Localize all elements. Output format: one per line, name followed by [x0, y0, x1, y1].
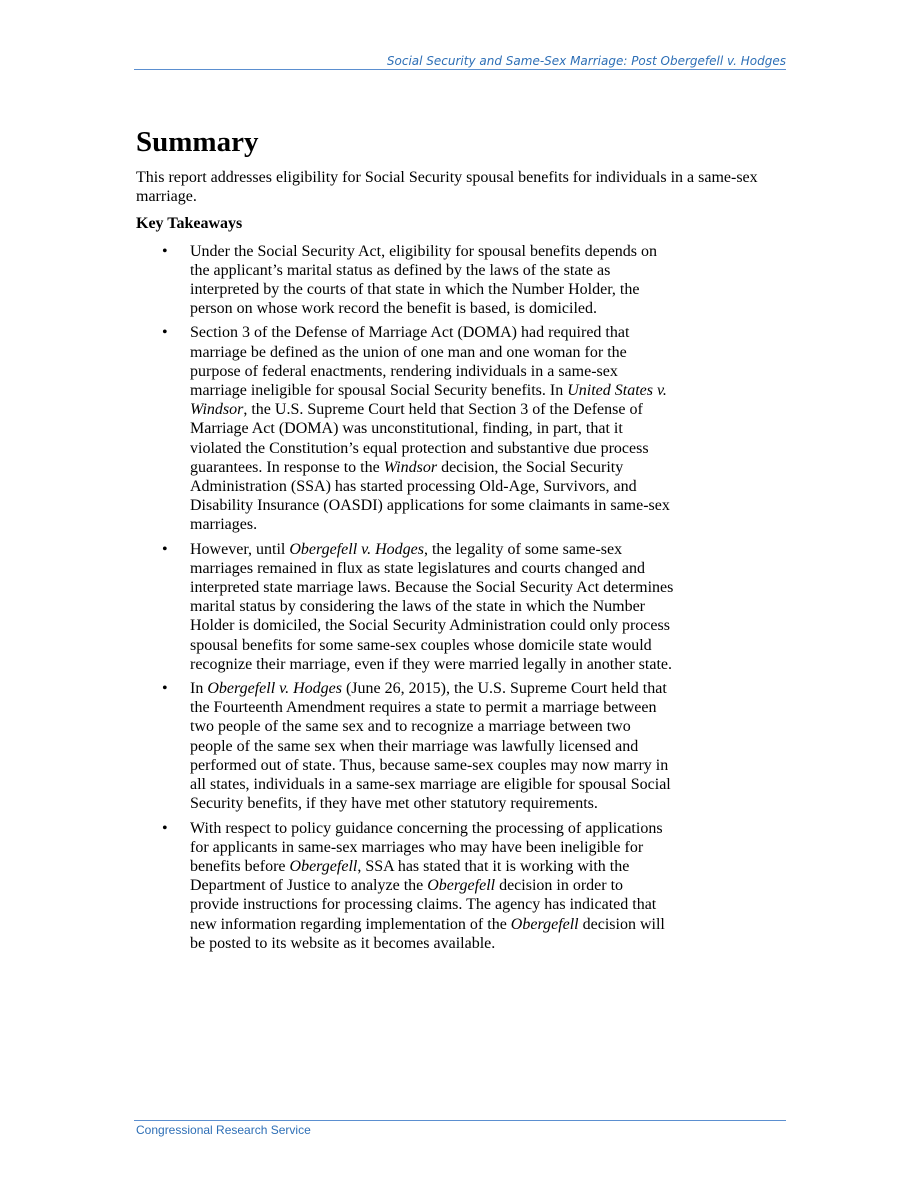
footer-publisher: Congressional Research Service [136, 1123, 311, 1137]
bullet-text: , the U.S. Supreme Court held that Section 3 of the Defense of Marriage Act (DOMA) was unconstitutional, finding, in part, that it violated the Constitution’s equal protection and substantive due process guarantees. In response to the [190, 401, 649, 476]
bullet-text: , the legality of some same-sex marriages remained in flux as state legislatures and courts changed and interpreted state marriage laws. Because the Social Security Act determines marital status by considering the laws of the state in which the Number Holder is domiciled, the Social Security Administration could only process spousal benefits for some same-sex couples whose domicile state would recognize their marriage, even if they were married legally in another state. [190, 540, 674, 673]
bullet-icon: • [162, 242, 168, 260]
key-takeaways-heading: Key Takeaways [136, 215, 243, 233]
bullet-text: Under the Social Security Act, eligibility for spousal benefits depends on the applicant’s marital status as defined by the laws of the state as interpreted by the courts of that state in which the Number Holder, the person on whose work record the benefit is based, is domiciled. [190, 242, 658, 318]
key-takeaways-list [136, 242, 784, 953]
page-title: Summary [136, 126, 259, 158]
bullet-icon: • [162, 324, 168, 342]
footer-divider [134, 1120, 786, 1121]
case-name: Obergefell v. Hodges [289, 540, 424, 558]
bullet-icon: • [162, 540, 168, 558]
running-header-title: Social Security and Same-Sex Marriage: Post Obergefell v. Hodges [386, 54, 786, 68]
intro-paragraph: This report addresses eligibility for Social Security spousal benefits for individuals in a same-sex marriage. [136, 169, 758, 206]
case-name: Obergefell v. Hodges [207, 680, 342, 698]
case-name: United States v. Windsor [190, 382, 667, 419]
bullet-text: decision in order to provide instructions for processing claims. The agency has indicated that new information regarding implementation of the [190, 877, 657, 933]
bullet-text: In [190, 680, 208, 698]
bullet-text: With respect to policy guidance concerning the processing of applications for applicants in same-sex marriages who may have been ineligible for benefits before [190, 819, 663, 875]
bullet-text: , SSA has stated that it is working with the Department of Justice to analyze the [190, 857, 630, 895]
bullet-text: However, until [190, 540, 290, 558]
list-item [136, 323, 674, 534]
list-item [136, 242, 674, 319]
bullet-text: Section 3 of the Defense of Marriage Act (DOMA) had required that marriage be defined as the union of one man and one woman for the purpose of federal enactments, rendering individuals in a same-sex marriage ineligible for spousal Social Security benefits. In [190, 324, 630, 400]
header-divider [134, 69, 786, 70]
list-item [136, 540, 674, 674]
case-name: Obergefell [510, 915, 579, 933]
bullet-text: decision will be posted to its website as it becomes available. [190, 915, 665, 952]
case-name: Obergefell [427, 877, 496, 895]
list-item [136, 819, 674, 953]
bullet-icon: • [162, 819, 168, 837]
bullet-text: decision, the Social Security Administration (SSA) has started processing Old-Age, Survivors, and Disability Insurance (OASDI) applications for some claimants in same-sex marriages. [190, 458, 670, 534]
bullet-text: (June 26, 2015), the U.S. Supreme Court held that the Fourteenth Amendment requires a state to permit a marriage between two people of the same sex and to recognize a marriage between two people of the same sex when their marriage was lawfully licensed and performed out of state. Thus, because same-sex couples may now marry in all states, individuals in a same-sex marriage are eligible for spousal Social Security benefits, if they have met other statutory requirements. [190, 680, 671, 813]
case-name: Windsor [383, 458, 438, 476]
bullet-icon: • [162, 680, 168, 698]
summary-section [136, 124, 784, 958]
case-name: Obergefell [289, 857, 358, 875]
list-item [136, 679, 674, 813]
